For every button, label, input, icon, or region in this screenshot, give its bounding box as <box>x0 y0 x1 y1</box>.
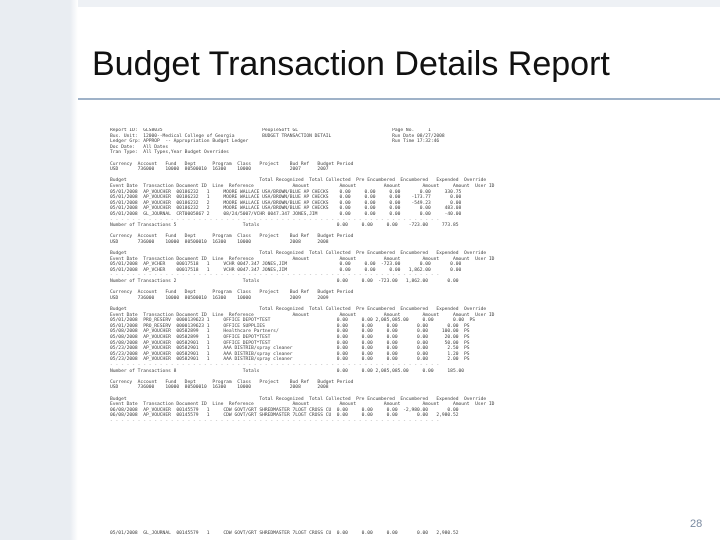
report-line: Currency Account Fund Dept Program Class Project Bud Ref Budget Period <box>110 290 354 296</box>
report-line: Budget Total Recognized Total Collected Pre Encumbered Encumbered Expended Override <box>110 178 487 184</box>
report-line: Doc Date: All Dates <box>110 144 169 150</box>
report-line: - - - - - - - - - - - - - - - - - - - - - - - - - - - - - - - - - - - - - - - - - - - - - - - - - - - - - - - - - - - - <box>110 362 440 368</box>
report-line: 05/01/2008 AP_VOUCHER 00186232 1 MOORE WALLACE USA/BROWN/BLUE AP CHECKS 0.00 0.00 0.00 -173.77 0.00 <box>110 195 462 201</box>
report-line: Number of Transactions 5 Totals 0.00 0.00 0.00 -723.00 773.85 <box>110 223 459 229</box>
report-line: 05/01/2008 AP_VOUCHER 00186232 1 MOORE WALLACE USA/BROWN/BLUE AP CHECKS 0.00 0.00 0.00 0.00 330.75 <box>110 189 462 195</box>
report-line: 05/01/2008 PRO_RESERV 0000139623 1 OFFICE SUPPLIES 0.00 0.00 0.00 0.00 0.00 PS <box>110 323 470 329</box>
slide-top-band <box>78 0 720 7</box>
report-line: Event Date Transaction Document ID Line Reference Amount Amount Amount Amount Amount User ID <box>110 312 495 318</box>
report-line: 05/08/2008 AP_VOUCHER 00582899 1 OFFICE DEPOT*TEST 0.00 0.00 0.00 0.00 20.00 PS <box>110 334 470 340</box>
report-line: Currency Account Fund Dept Program Class Project Bud Ref Budget Period <box>110 379 354 385</box>
report-line: 05/01/2008 AP_VCHER 00017518 1 VCHR 0047.347 JONES,JIM 0.00 0.00 0.00 1,862.00 0.00 <box>110 267 462 273</box>
report-line: USD 736000 10000 80500010 16300 10000 2007 2007 <box>110 167 329 173</box>
report-line: - - - - - - - - - - - - - - - - - - - - - - - - - - - - - - - - - - - - - - - - - - - - - - - - - - - - - - - - - - - - <box>110 217 440 223</box>
slide-side-band <box>0 0 78 540</box>
report-line: Tran Type: All Types,Year Budget Overrides <box>110 150 229 156</box>
report-line: 05/01/2008 PRO_RESERV 0000139623 1 OFFICE DEPOT*TEST 0.00 0.00 2,085,085.00 0.00 0.00 PS <box>110 318 476 324</box>
report-line: Currency Account Fund Dept Program Class Project Bud Ref Budget Period <box>110 161 354 167</box>
title-divider <box>78 98 720 100</box>
report-line: Event Date Transaction Document ID Line Reference Amount Amount Amount Amount Amount User ID <box>110 183 495 189</box>
report-line: Currency Account Fund Dept Program Class Project Bud Ref Budget Period <box>110 234 354 240</box>
report-line: USD 736000 10000 80500010 16300 10000 2008 2008 <box>110 385 329 391</box>
report-line: 05/23/2008 AP_VOUCHER 00582901 1 AAA DISTRIB/spray cleaner 0.00 0.00 0.00 0.00 2.50 PS <box>110 346 470 352</box>
report-line: 05/08/2008 AP_VOUCHER 00582901 1 OFFICE DEPOT*TEST 0.00 0.00 0.00 0.00 50.00 PS <box>110 340 470 346</box>
report-line: 05/01/2008 GL_JOURNAL 00145579 1 CDW GOVT/GRT SHREDMASTER 7LOGT CROSS CU 0.00 0.00 0.00 0.00 2,980.52 <box>110 530 459 536</box>
report-line: - - - - - - - - - - - - - - - - - - - - - - - - - - - - - - - - - - - - - - - - - - - - - - - - - - - - - - - - - - - - <box>110 418 440 424</box>
report-line: 05/01/2008 AP_VOUCHER 00186232 2 MOORE WALLACE USA/BROWN/BLUE AP CHECKS 0.00 0.00 0.00 0.00 483.08 <box>110 206 462 212</box>
report-line: Number of Transactions 8 Totals 0.00 0.00 2,085,085.00 0.00 185.00 <box>110 368 465 374</box>
report-line: Ledger Grp: APPROP -- Appropriation Budget Ledger Run Time 17:32:46 <box>110 139 440 145</box>
report-line: 05/23/2008 AP_VOUCHER 00582901 1 AAA DISTRIB/spray cleaner 0.00 0.00 0.00 0.00 2.00 PS <box>110 357 470 363</box>
slide-title: Budget Transaction Details Report <box>92 45 610 83</box>
report-line: 05/01/2008 AP_VCHER 00017518 1 VCHR 0047.347 JONES,JIM 0.00 0.00 -723.00 0.00 0.00 <box>110 262 462 268</box>
report-line: 06/08/2008 AP_VOUCHER 00145579 1 CDW GOVT/GRT SHREDMASTER 7LOGT CROSS CU 0.00 0.00 0.00 0.00 2,980.52 <box>110 413 459 419</box>
report-line: 05/23/2008 AP_VOUCHER 00582901 1 AAA DISTRIB/spray cleaner 0.00 0.00 0.00 0.00 1.20 PS <box>110 351 470 357</box>
report-scan-image <box>110 128 658 540</box>
report-line: - - - - - - - - - - - - - - - - - - - - - - - - - - - - - - - - - - - - - - - - - - - - - - - - - - - - - - - - - - - - <box>110 273 440 279</box>
report-line: Budget Total Recognized Total Collected Pre Encumbered Encumbered Expended Override <box>110 251 487 257</box>
report-line: Bus. Unit: 12000--Medical College of Georgia BUDGET TRANSACTION DETAIL Run Date 08/27/2008 <box>110 133 445 139</box>
report-line: Number of Transactions 2 Totals 0.00 0.00 -723.00 1,862.00 0.00 <box>110 279 459 285</box>
report-line: 05/01/2008 GL_JOURNAL CRT0005867 2 08/24/5007/VCHR 0047.347 JONES,JIM 0.00 0.00 0.00 0.00 -40.00 <box>110 211 462 217</box>
report-line: 06/08/2008 AP_VOUCHER 00145579 1 CDW GOVT/GRT SHREDMASTER 7LOGT CROSS CU 0.00 0.00 0.00 -2,980.00 0.00 <box>110 407 459 413</box>
page-number: 28 <box>690 518 703 530</box>
report-line: USD 736000 10000 80500010 16300 10000 2008 2008 <box>110 239 329 245</box>
report-line: Event Date Transaction Document ID Line Reference Amount Amount Amount Amount Amount User ID <box>110 256 495 262</box>
report-line: 05/08/2008 AP_VOUCHER 00582899 1 Healthcare Partners/ 0.00 0.00 0.00 0.00 100.00 PS <box>110 329 470 335</box>
report-line: USD 736000 10000 80500010 16300 10000 2009 2009 <box>110 295 329 301</box>
report-line: Budget Total Recognized Total Collected Pre Encumbered Encumbered Expended Override <box>110 396 487 402</box>
report-line: Event Date Transaction Document ID Line Reference Amount Amount Amount Amount Amount User ID <box>110 402 495 408</box>
report-line: Budget Total Recognized Total Collected Pre Encumbered Encumbered Expended Override <box>110 307 487 312</box>
report-line: 05/01/2008 AP_VOUCHER 00186232 2 MOORE WALLACE USA/BROWN/BLUE AP CHECKS 0.00 0.00 0.00 -549.23 0.00 <box>110 200 462 206</box>
report-line: Report ID: GLS8035 PeopleSoft GL Page No. 1 <box>110 128 431 133</box>
